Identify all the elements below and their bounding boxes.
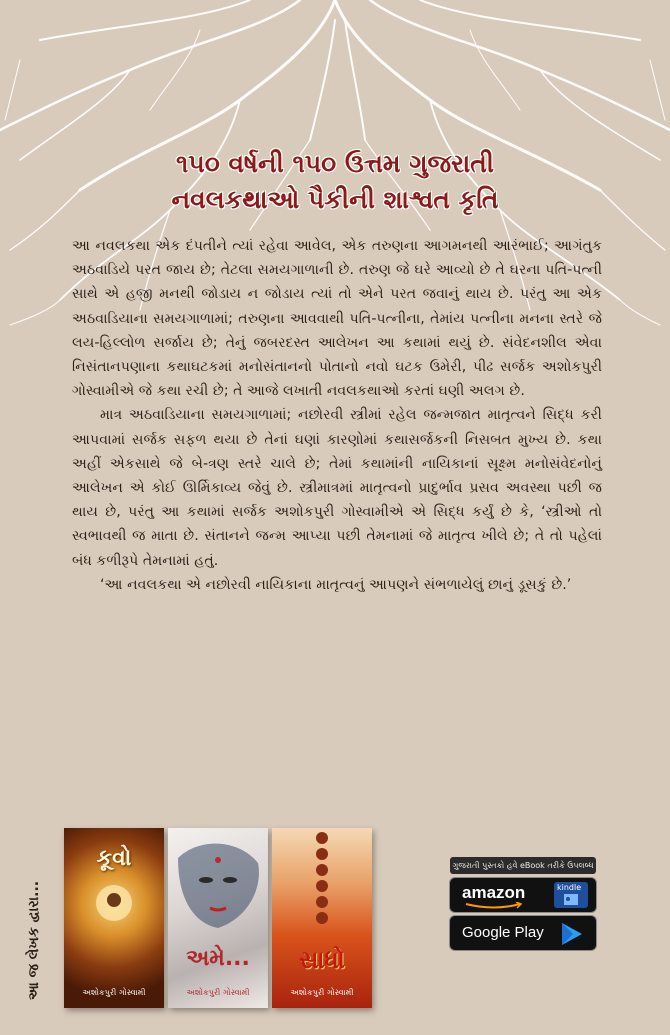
book-title: કૂવો: [96, 846, 132, 871]
book-title: સાધો: [299, 946, 345, 974]
amazon-kindle-button[interactable]: [449, 877, 597, 913]
book-cover-kuvo[interactable]: [64, 828, 164, 1008]
kindle-reader-icon: [563, 893, 579, 906]
paragraph-1: આ નવલકથા એક દંપતીને ત્યાં રહેવા આવેલ, એક તરુણના આગમનથી આરંભાઈ; આગંતુક અઠવાડિયે પરત જાય છે; તેટલા સમયગાળાની છે. તરુણ જે ઘરે આવ્યો છે તે ઘરના પતિ-પત્ની સાથે એ હજી મનથી જોડાય ન જોડાય ત્યાં તો એને પરત જવાનું થાય છે. પરંતુ આ એક અઠવાડિયાના સમયગાળામાં; તરુણના આવવાથી પતિ-પત્નીના, તેમાંય પત્નીના મનના સ્તરે જે લય-હિલ્લોળ સર્જાય છે; તેનું જબરદસ્ત આલેખન આ કથામાં થયું છે. સંવેદનશીલ એવા નિસંતાનપણાના કથાઘટકમાં મનોસંતાનનો પોતાનો નવો ઘટક ઉમેરી, પીઢ સર્જક અશોકપુરી ગોસ્વામીએ જે કથા રચી છે; તે આજે લખાતી નવલકથાઓ કરતાં ઘણી અલગ છે.: [72, 238, 602, 400]
synopsis-text: [72, 234, 602, 597]
kindle-label: kindle: [557, 883, 582, 892]
book-author: અશોકપુરી ગોસ્વામી: [290, 988, 354, 997]
rosary-beads-icon: [310, 828, 334, 938]
google-play-label: Google Play: [462, 924, 544, 941]
google-play-icon: [562, 923, 582, 945]
google-play-button[interactable]: [449, 915, 597, 951]
book-cover-ame[interactable]: [168, 828, 268, 1008]
portrait-icon: [94, 883, 134, 923]
book-author: અશોકપુરી ગોસ્વામી: [186, 988, 250, 997]
ebook-availability-banner: ગુજરાતી પુસ્તકો હવે eBook તરીકે ઉપલબ્ધ: [450, 857, 596, 874]
amazon-label: amazon: [462, 883, 526, 902]
kindle-badge: [554, 882, 588, 908]
headline-line-1: ૧૫૦ વર્ષની ૧૫૦ ઉત્તમ ગુજરાતી: [176, 149, 494, 178]
headline-line-2: નવલકથાઓ પૈકીની શાશ્વત કૃતિ: [171, 185, 499, 214]
headline: [0, 146, 670, 218]
face-illustration-icon: [168, 838, 268, 938]
book-author: અશોકપુરી ગોસ્વામી: [82, 988, 146, 997]
by-same-author-label: આ જ લેખક દ્વારા...: [26, 880, 42, 1000]
book-cover-sadho[interactable]: [272, 828, 372, 1008]
book-title: અમે...: [186, 946, 250, 971]
paragraph-2: માત્ર અઠવાડિયાના સમયગાળામાં; નછોરવી સ્ત્રીમાં રહેલ જન્મજાત માતૃત્વને સિદ્ધ કરી આપવામાં સર્જક સફળ થયા છે તેનાં ઘણાં કારણોમાં કથાસર્જકની નિસબત મુખ્ય છે. કથા અહીં એકસાથે જે બે-ત્રણ સ્તરે ચાલે છે; તેમાં કથામાંની નાયિકાનાં સૂક્ષ્મ મનોસંવેદનોનું આલેખન એ કોઈ ઊર્મિકાવ્ય જેવું છે. સ્ત્રીમાત્રમાં માતૃત્વનો પ્રાદુર્ભાવ પ્રસવ અવસ્થા પછી જ થાય છે, પરંતુ આ કથામાં સર્જક અશોકપુરી ગોસ્વામીએ એ સિદ્ધ કર્યું છે કે, ‘સ્ત્રીઓ તો સ્વભાવથી જ માતા છે. સંતાનને જન્મ આપ્યા પછી તેમનામાં જે માતૃત્વ ખીલે છે; તે તો પહેલાં બંધ કળીરૂપે તેમનામાં હતું.: [72, 407, 602, 569]
paragraph-3: ‘આ નવલકથા એ નછોરવી નાયિકાના માતૃત્વનું આપણને સંભળાયેલું છાનું ડૂસકું છે.’: [100, 576, 572, 593]
amazon-smile-icon: [464, 902, 524, 910]
